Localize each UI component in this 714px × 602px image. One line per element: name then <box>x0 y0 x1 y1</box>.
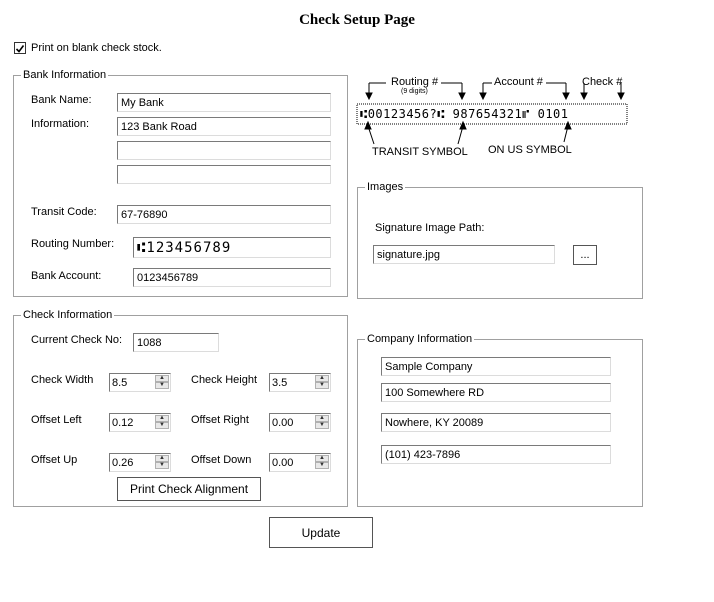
stepper-arrows[interactable] <box>155 455 169 470</box>
bank-name-input[interactable] <box>117 93 331 112</box>
spin-up-icon[interactable]: ▲ <box>155 415 169 422</box>
stepper-arrows[interactable] <box>315 375 329 390</box>
images-legend: Images <box>367 181 404 193</box>
spin-up-icon[interactable]: ▲ <box>315 455 329 462</box>
blank-stock-label: Print on blank check stock. <box>31 42 162 54</box>
offset-down-label: Offset Down <box>191 454 252 466</box>
bank-account-label: Bank Account: <box>31 270 102 282</box>
bank-info-legend: Bank Information <box>23 69 107 81</box>
micr-diagram <box>356 74 632 162</box>
offset-right-label: Offset Right <box>191 414 249 426</box>
checkmark-icon <box>15 44 25 54</box>
spin-up-icon[interactable]: ▲ <box>155 455 169 462</box>
offset-right-input[interactable] <box>270 414 314 431</box>
spin-down-icon[interactable]: ▼ <box>155 462 169 469</box>
bank-info-label: Information: <box>31 118 90 130</box>
transit-code-label: Transit Code: <box>31 206 97 218</box>
company-info-legend: Company Information <box>367 333 473 345</box>
spin-down-icon[interactable]: ▼ <box>155 422 169 429</box>
offset-down-input[interactable] <box>270 454 314 471</box>
bank-name-label: Bank Name: <box>31 94 92 106</box>
check-width-stepper[interactable] <box>109 373 171 392</box>
micr-routing-subtitle: (9 digits) <box>401 88 428 95</box>
micr-check-title: Check # <box>582 76 623 88</box>
update-button[interactable]: Update <box>269 517 373 548</box>
bank-info-line1-input[interactable] <box>117 117 331 136</box>
spin-up-icon[interactable]: ▲ <box>315 415 329 422</box>
browse-button[interactable]: ... <box>573 245 597 265</box>
on-us-symbol-label: ON US SYMBOL <box>488 144 572 156</box>
micr-line-text: ⑆00123456?⑆ 987654321⑈ 0101 <box>360 107 569 121</box>
offset-up-label: Offset Up <box>31 454 78 466</box>
offset-down-stepper[interactable] <box>269 453 331 472</box>
spin-down-icon[interactable]: ▼ <box>315 462 329 469</box>
spin-down-icon[interactable]: ▼ <box>315 382 329 389</box>
transit-code-input[interactable] <box>117 205 331 224</box>
signature-path-input[interactable] <box>373 245 555 264</box>
page-title: Check Setup Page <box>299 12 415 28</box>
transit-symbol-label: TRANSIT SYMBOL <box>372 146 468 158</box>
offset-up-input[interactable] <box>110 454 154 471</box>
bank-info-line3-input[interactable] <box>117 165 331 184</box>
print-check-alignment-button[interactable]: Print Check Alignment <box>117 477 261 501</box>
stepper-arrows[interactable] <box>315 415 329 430</box>
blank-stock-checkbox[interactable] <box>14 42 26 54</box>
spin-up-icon[interactable]: ▲ <box>315 375 329 382</box>
check-info-legend: Check Information <box>23 309 113 321</box>
micr-account-title: Account # <box>494 76 543 88</box>
offset-up-stepper[interactable] <box>109 453 171 472</box>
offset-left-input[interactable] <box>110 414 154 431</box>
stepper-arrows[interactable] <box>155 375 169 390</box>
stepper-arrows[interactable] <box>155 415 169 430</box>
check-width-label: Check Width <box>31 374 94 386</box>
spin-down-icon[interactable]: ▼ <box>155 382 169 389</box>
check-height-stepper[interactable] <box>269 373 331 392</box>
offset-right-stepper[interactable] <box>269 413 331 432</box>
bank-info-line2-input[interactable] <box>117 141 331 160</box>
spin-up-icon[interactable]: ▲ <box>155 375 169 382</box>
bank-account-input[interactable] <box>133 268 331 287</box>
signature-path-label: Signature Image Path: <box>375 222 485 234</box>
company-address1-input[interactable] <box>381 383 611 402</box>
check-height-input[interactable] <box>270 374 314 391</box>
routing-number-label: Routing Number: <box>31 238 115 250</box>
current-check-label: Current Check No: <box>31 334 123 346</box>
stepper-arrows[interactable] <box>315 455 329 470</box>
micr-routing-title: Routing # <box>391 76 439 88</box>
current-check-input[interactable] <box>133 333 219 352</box>
images-group <box>357 187 643 299</box>
spin-down-icon[interactable]: ▼ <box>315 422 329 429</box>
company-address2-input[interactable] <box>381 413 611 432</box>
company-phone-input[interactable] <box>381 445 611 464</box>
offset-left-stepper[interactable] <box>109 413 171 432</box>
routing-number-input[interactable] <box>133 237 331 258</box>
check-height-label: Check Height <box>191 374 258 386</box>
offset-left-label: Offset Left <box>31 414 82 426</box>
check-width-input[interactable] <box>110 374 154 391</box>
company-name-input[interactable] <box>381 357 611 376</box>
